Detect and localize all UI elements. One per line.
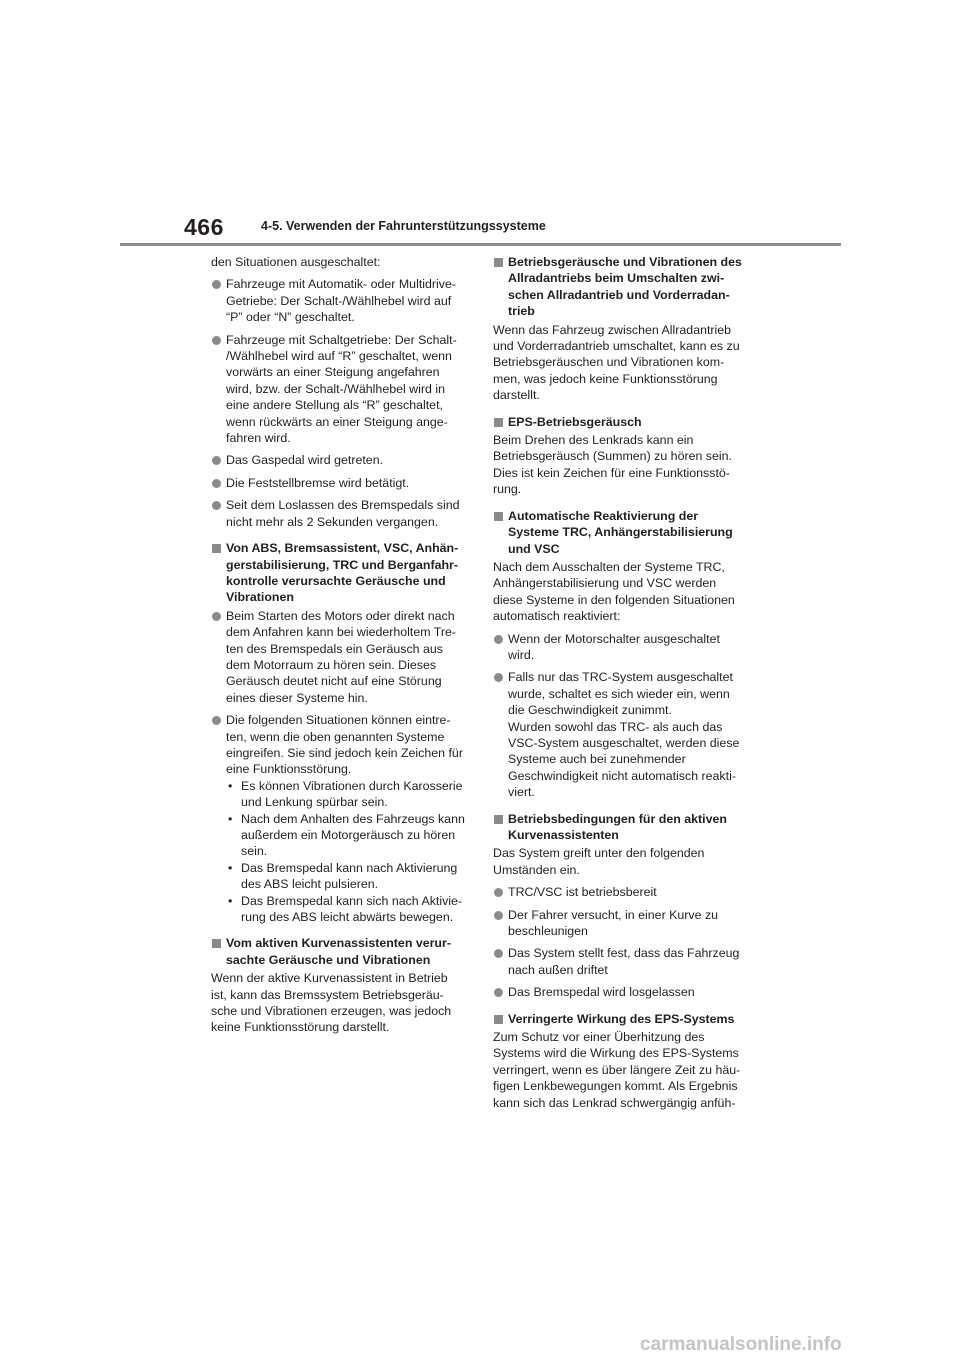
bullet-list <box>493 631 749 801</box>
bullet-dot <box>212 456 221 465</box>
sub-item: • Das Bremspedal kann nach Aktivierung des ABS leicht pulsieren. <box>226 860 467 893</box>
square-marker <box>494 815 503 824</box>
bullet-dot <box>212 336 221 345</box>
bullet-dot <box>494 635 503 644</box>
bullet-dot <box>494 949 503 958</box>
sub-item: • Das Bremspedal kann sich nach Aktivie- rung des ABS leicht abwärts bewegen. <box>226 893 467 926</box>
square-marker <box>494 418 503 427</box>
bullet-dot <box>212 479 221 488</box>
bullet-text: Wenn der Motorschalter ausgeschaltet wird. <box>508 631 720 662</box>
bullet-text: Das Bremspedal wird losgelassen <box>508 985 695 1000</box>
body-text: Das System greift unter den folgenden Umständen ein. <box>493 846 705 877</box>
section-heading <box>493 1011 749 1027</box>
bullet-text: Beim Starten des Motors oder direkt nach dem Anfahren kann bei wiederholtem Tre- ten des Bremspedals ein Geräusch aus dem Motorraum zu hören sein. Dieses Geräusch deutet nicht auf eine Störung eines dieser Systeme hin. <box>226 608 457 705</box>
body-text: Wenn der aktive Kurvenassistent in Betrieb ist, kann das Bremssystem Betriebsgeräu- sche und Vibrationen erzeugen, was jedoch keine Funktionsstörung darstellt. <box>211 971 452 1035</box>
bullet-text: Falls nur das TRC-System ausgeschaltet wurde, schaltet es sich wieder ein, wenn die Geschwindigkeit zunimmt. Wurden sowohl das TRC- als auch das VSC-System ausgeschaltet, werden diese Systeme auch bei zunehmender Geschwindigkeit nicht automatisch reakti- viert. <box>508 670 740 800</box>
bullet-item <box>493 631 749 664</box>
bullet-item <box>211 452 467 468</box>
bullet-item <box>211 497 467 530</box>
section-heading <box>211 935 467 968</box>
bullet-item <box>493 984 749 1000</box>
bullet-dot <box>494 988 503 997</box>
square-marker <box>494 258 503 267</box>
bullet-list <box>493 884 749 1000</box>
section-heading <box>211 540 467 606</box>
heading-text: Betriebsbedingungen für den aktiven Kurvenassistenten <box>508 811 727 842</box>
section-heading <box>493 508 749 557</box>
square-marker <box>212 939 221 948</box>
bullet-text: Die folgenden Situationen können eintre- ten, wenn die oben genannten Systeme eingreifen. Sie sind jedoch kein Zeichen für eine Funktionsstörung. <box>226 713 463 777</box>
bullet-dot <box>212 612 221 621</box>
watermark: carmanualsonline.info <box>640 1334 842 1355</box>
square-marker <box>494 1015 503 1024</box>
section-title: 4-5. Verwenden der Fahrunterstützungssysteme <box>261 219 546 233</box>
body-text: Zum Schutz vor einer Überhitzung des Systems wird die Wirkung des EPS-Systems verringert, wenn es über längere Zeit zu häu- figen Lenkbewegungen kommt. Als Ergebnis kann sich das Lenkrad schwergängig anfüh- <box>493 1030 741 1110</box>
bullet-dot <box>212 501 221 510</box>
body-text: Nach dem Ausschalten der Systeme TRC, Anhängerstabilisierung und VSC werden diese Systeme in den folgenden Situationen automatisch reaktiviert: <box>493 559 735 624</box>
bullet-dot <box>494 911 503 920</box>
bullet-dot <box>494 888 503 897</box>
bullet-item <box>493 945 749 978</box>
body-text: Beim Drehen des Lenkrads kann ein Betriebsgeräusch (Summen) zu hören sein. Dies ist kein Zeichen für eine Funktionsstö- rung. <box>493 433 732 497</box>
sub-item-list <box>226 778 467 926</box>
bullet-text: Der Fahrer versucht, in einer Kurve zu beschleunigen <box>508 907 719 939</box>
header-rule <box>120 243 841 246</box>
bullet-dot <box>212 716 221 725</box>
square-marker <box>212 544 221 553</box>
bullet-item <box>211 712 467 925</box>
left-column <box>211 254 467 1042</box>
heading-text: Von ABS, Bremsassistent, VSC, Anhän- gerstabilisierung, TRC und Berganfahr- kontrolle verursachte Geräusche und Vibrationen <box>226 541 459 605</box>
section-heading <box>493 811 749 844</box>
bullet-dot <box>494 673 503 682</box>
bullet-item <box>211 276 467 325</box>
bullet-text: Fahrzeuge mit Schaltgetriebe: Der Schalt- /Wählhebel wird auf “R” geschaltet, wenn vorwärts an einer Steigung angefahren wird, bzw. der Schalt-/Wählhebel wird in eine andere Stellung als “R” geschaltet, wenn rückwärts an einer Steigung ange- fahren wird. <box>226 332 457 446</box>
bullet-text: Das Gaspedal wird getreten. <box>226 453 384 468</box>
bullet-item <box>211 608 467 706</box>
bullet-text: Die Feststellbremse wird betätigt. <box>226 475 410 490</box>
right-column <box>493 254 749 1117</box>
heading-text: EPS-Betriebsgeräusch <box>508 414 642 429</box>
sub-item: • Nach dem Anhalten des Fahrzeugs kann außerdem ein Motorgeräusch zu hören sein. <box>226 811 467 860</box>
heading-text: Automatische Reaktivierung der Systeme TRC, Anhängerstabilisierung und VSC <box>508 508 733 556</box>
section-heading <box>493 414 749 430</box>
bullet-text: TRC/VSC ist betriebsbereit <box>508 885 657 900</box>
heading-text: Vom aktiven Kurvenassistenten verur- sachte Geräusche und Vibrationen <box>226 936 451 967</box>
page-number: 466 <box>184 214 224 240</box>
bullet-text: Seit dem Loslassen des Bremspedals sind nicht mehr als 2 Sekunden vergangen. <box>226 498 460 529</box>
intro-text: den Situationen ausgeschaltet: <box>211 255 381 269</box>
bullet-item <box>493 884 749 900</box>
bullet-item <box>211 475 467 491</box>
body-text: Wenn das Fahrzeug zwischen Allradantrieb und Vorderradantrieb umschaltet, kann es zu Betriebsgeräuschen und Vibrationen kom- men, was jedoch keine Funktionsstörung darstellt. <box>493 322 740 403</box>
bullet-dot <box>212 280 221 289</box>
heading-text: Verringerte Wirkung des EPS-Systems <box>508 1011 735 1026</box>
bullet-text: Das System stellt fest, dass das Fahrzeug nach außen driftet <box>508 946 740 977</box>
bullet-item <box>493 907 749 940</box>
bullet-list <box>211 276 467 530</box>
bullet-item <box>493 669 749 800</box>
bullet-text: Fahrzeuge mit Automatik- oder Multidrive- Getriebe: Der Schalt-/Wählhebel wird auf “P” oder “N” geschaltet. <box>226 277 457 325</box>
section-heading <box>493 254 749 320</box>
bullet-item <box>211 332 467 447</box>
heading-text: Betriebsgeräusche und Vibrationen des Allradantriebs beim Umschalten zwi- schen Allradantrieb und Vorderradan- trieb <box>508 255 742 319</box>
square-marker <box>494 512 503 521</box>
sub-item: • Es können Vibrationen durch Karosserie und Lenkung spürbar sein. <box>226 778 467 811</box>
